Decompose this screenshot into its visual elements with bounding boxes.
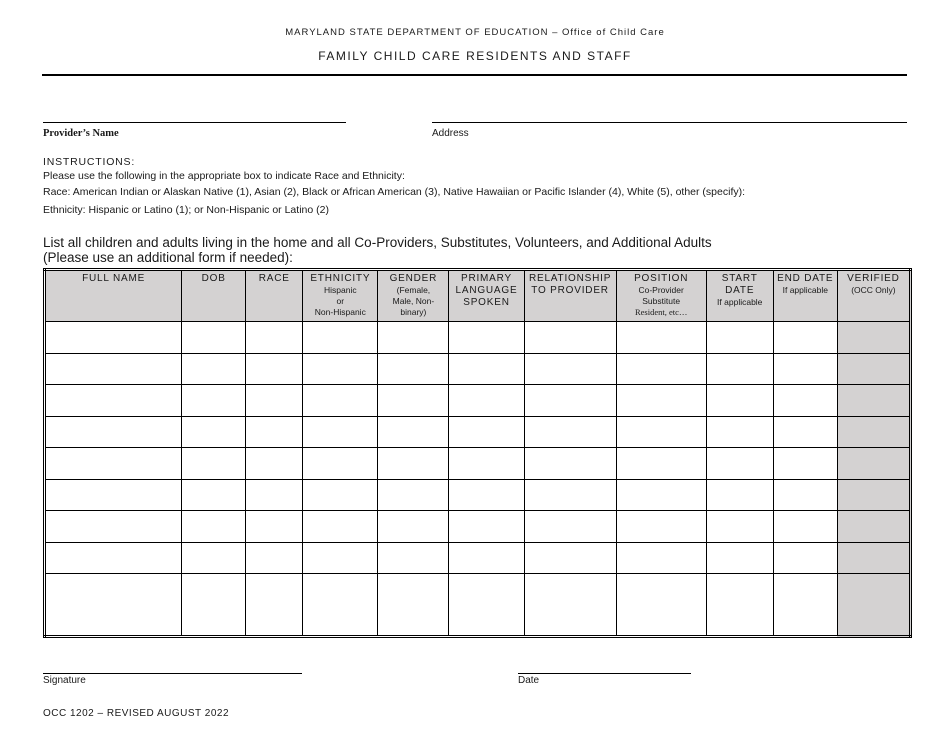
entry-cell[interactable] (773, 448, 837, 480)
entry-cell[interactable] (378, 479, 449, 511)
entry-cell[interactable] (303, 385, 378, 417)
entry-cell[interactable] (449, 448, 524, 480)
entry-cell[interactable] (45, 353, 182, 385)
entry-cell[interactable] (45, 416, 182, 448)
entry-cell[interactable] (616, 448, 706, 480)
entry-cell[interactable] (246, 322, 303, 354)
column-title: VERIFIED (847, 273, 900, 284)
entry-cell[interactable] (706, 322, 773, 354)
column-title: GENDER (389, 273, 438, 284)
verified-cell (837, 479, 910, 511)
title-divider (42, 74, 907, 76)
entry-cell[interactable] (773, 416, 837, 448)
entry-cell[interactable] (45, 479, 182, 511)
entry-cell[interactable] (524, 385, 616, 417)
address-field[interactable] (432, 122, 907, 123)
entry-cell[interactable] (378, 511, 449, 543)
verified-cell (837, 385, 910, 417)
table-row (45, 322, 911, 354)
entry-cell[interactable] (182, 511, 246, 543)
entry-cell[interactable] (246, 416, 303, 448)
entry-cell[interactable] (524, 448, 616, 480)
provider-name-label: Provider’s Name (43, 128, 119, 139)
entry-cell[interactable] (616, 511, 706, 543)
entry-cell[interactable] (524, 479, 616, 511)
entry-cell[interactable] (706, 542, 773, 574)
entry-cell[interactable] (378, 353, 449, 385)
date-field[interactable] (518, 673, 691, 674)
entry-cell[interactable] (616, 542, 706, 574)
entry-cell[interactable] (45, 542, 182, 574)
column-header (45, 270, 182, 322)
entry-cell[interactable] (616, 479, 706, 511)
column-title: RACE (258, 273, 290, 284)
ethnicity-instructions: Ethnicity: Hispanic or Latino (1); or Non-Hispanic or Latino (2) (43, 204, 329, 216)
column-header (524, 270, 616, 322)
entry-cell[interactable] (182, 322, 246, 354)
entry-cell[interactable] (773, 542, 837, 574)
table-row (45, 574, 911, 637)
column-subtitle: Non-Hispanic (314, 307, 366, 317)
column-subtitle: or (336, 296, 345, 306)
entry-cell[interactable] (182, 479, 246, 511)
entry-cell[interactable] (378, 416, 449, 448)
column-header (449, 270, 524, 322)
entry-cell[interactable] (706, 385, 773, 417)
column-subtitle: Co-Provider (638, 285, 684, 295)
date-label: Date (518, 675, 540, 686)
column-header (837, 270, 910, 322)
entry-cell[interactable] (182, 574, 246, 637)
entry-cell[interactable] (246, 353, 303, 385)
entry-cell[interactable] (524, 574, 616, 637)
entry-cell[interactable] (182, 385, 246, 417)
entry-cell[interactable] (246, 385, 303, 417)
table-row (45, 511, 911, 543)
entry-cell[interactable] (773, 479, 837, 511)
entry-cell[interactable] (524, 416, 616, 448)
entry-cell[interactable] (773, 511, 837, 543)
verified-cell (837, 542, 910, 574)
column-title: ETHNICITY (310, 273, 371, 284)
column-header (706, 270, 773, 322)
entry-cell[interactable] (303, 542, 378, 574)
entry-cell[interactable] (449, 322, 524, 354)
entry-cell[interactable] (449, 542, 524, 574)
instructions-line: Please use the following in the appropriate box to indicate Race and Ethnicity: (43, 170, 405, 182)
column-subtitle: (OCC Only) (851, 285, 896, 295)
race-instructions: Race: American Indian or Alaskan Native (1), Asian (2), Black or African American (3), Native Hawaiian or Pacific Islander (4), White (5), other (specify): (43, 186, 746, 198)
table-row (45, 416, 911, 448)
form-title: FAMILY CHILD CARE RESIDENTS AND STAFF (318, 49, 632, 63)
column-header (303, 270, 378, 322)
signature-label: Signature (43, 675, 86, 686)
entry-cell[interactable] (303, 416, 378, 448)
entry-cell[interactable] (706, 574, 773, 637)
entry-cell[interactable] (182, 542, 246, 574)
entry-cell[interactable] (246, 448, 303, 480)
entry-cell[interactable] (706, 353, 773, 385)
table-row (45, 385, 911, 417)
list-title (43, 235, 712, 265)
column-title: POSITION (634, 273, 689, 284)
entry-cell[interactable] (45, 448, 182, 480)
entry-cell[interactable] (706, 511, 773, 543)
entry-cell[interactable] (182, 448, 246, 480)
entry-cell[interactable] (378, 448, 449, 480)
entry-cell[interactable] (303, 479, 378, 511)
table-row (45, 353, 911, 385)
column-header (378, 270, 449, 322)
column-header (246, 270, 303, 322)
column-subtitle: Hispanic (324, 285, 357, 295)
entry-cell[interactable] (182, 353, 246, 385)
table-row (45, 479, 911, 511)
address-label: Address (432, 128, 469, 139)
entry-cell[interactable] (303, 353, 378, 385)
table-row (45, 542, 911, 574)
entry-cell[interactable] (706, 448, 773, 480)
signature-field[interactable] (43, 673, 302, 674)
verified-cell (837, 416, 910, 448)
entry-cell[interactable] (616, 385, 706, 417)
entry-cell[interactable] (706, 416, 773, 448)
column-subtitle: Male, Non- (392, 296, 435, 306)
column-title: END DATE (777, 273, 834, 284)
entry-cell[interactable] (182, 416, 246, 448)
entry-cell[interactable] (246, 542, 303, 574)
verified-cell (837, 353, 910, 385)
entry-cell[interactable] (45, 322, 182, 354)
provider-name-field[interactable] (43, 122, 346, 123)
entry-cell[interactable] (246, 479, 303, 511)
column-title: RELATIONSHIP TO PROVIDER (528, 273, 612, 296)
verified-cell (837, 322, 910, 354)
entry-cell[interactable] (449, 385, 524, 417)
entry-cell[interactable] (303, 574, 378, 637)
column-subtitle: binary) (400, 307, 427, 317)
entry-cell[interactable] (524, 542, 616, 574)
entry-cell[interactable] (616, 574, 706, 637)
entry-cell[interactable] (773, 574, 837, 637)
column-header (182, 270, 246, 322)
entry-cell[interactable] (246, 574, 303, 637)
column-subtitle: Substitute (642, 296, 681, 306)
entry-cell[interactable] (45, 574, 182, 637)
department-heading: MARYLAND STATE DEPARTMENT OF EDUCATION – Office of Child Care (285, 27, 665, 38)
entry-cell[interactable] (449, 479, 524, 511)
entry-cell[interactable] (378, 322, 449, 354)
column-subtitle: Resident, etc… (634, 307, 688, 317)
entry-cell[interactable] (449, 353, 524, 385)
column-title: DOB (201, 273, 226, 284)
table-row (45, 448, 911, 480)
column-title: PRIMARY LANGUAGE SPOKEN (455, 273, 518, 308)
entry-cell[interactable] (378, 542, 449, 574)
table-header-row (45, 270, 911, 322)
verified-cell (837, 448, 910, 480)
entry-cell[interactable] (773, 385, 837, 417)
instructions-heading: INSTRUCTIONS: (43, 156, 136, 168)
entry-cell[interactable] (616, 353, 706, 385)
column-title: START DATE (721, 273, 758, 296)
entry-cell[interactable] (773, 353, 837, 385)
column-subtitle: If applicable (782, 285, 828, 295)
entry-cell[interactable] (303, 448, 378, 480)
entry-cell[interactable] (449, 511, 524, 543)
entry-cell[interactable] (616, 322, 706, 354)
entry-cell[interactable] (378, 574, 449, 637)
column-title: FULL NAME (82, 273, 146, 284)
entry-cell[interactable] (45, 385, 182, 417)
entry-cell[interactable] (706, 479, 773, 511)
form-id: OCC 1202 – REVISED AUGUST 2022 (43, 708, 230, 719)
entry-cell[interactable] (616, 416, 706, 448)
column-header (773, 270, 837, 322)
verified-cell (837, 511, 910, 543)
column-subtitle: If applicable (717, 297, 763, 307)
entry-cell[interactable] (303, 322, 378, 354)
entry-cell[interactable] (303, 511, 378, 543)
entry-cell[interactable] (524, 511, 616, 543)
column-header (616, 270, 706, 322)
column-subtitle: (Female, (396, 285, 431, 295)
entry-cell[interactable] (449, 416, 524, 448)
entry-cell[interactable] (45, 511, 182, 543)
entry-cell[interactable] (773, 322, 837, 354)
entry-cell[interactable] (524, 322, 616, 354)
list-title-line2: (Please use an additional form if needed): (43, 250, 293, 265)
list-title-line1: List all children and adults living in the home and all Co-Providers, Substitutes, Volunteers, and Additional Adults (43, 235, 712, 250)
entry-cell[interactable] (524, 353, 616, 385)
entry-cell[interactable] (449, 574, 524, 637)
verified-cell (837, 574, 910, 637)
residents-table (43, 268, 912, 638)
entry-cell[interactable] (246, 511, 303, 543)
entry-cell[interactable] (378, 385, 449, 417)
